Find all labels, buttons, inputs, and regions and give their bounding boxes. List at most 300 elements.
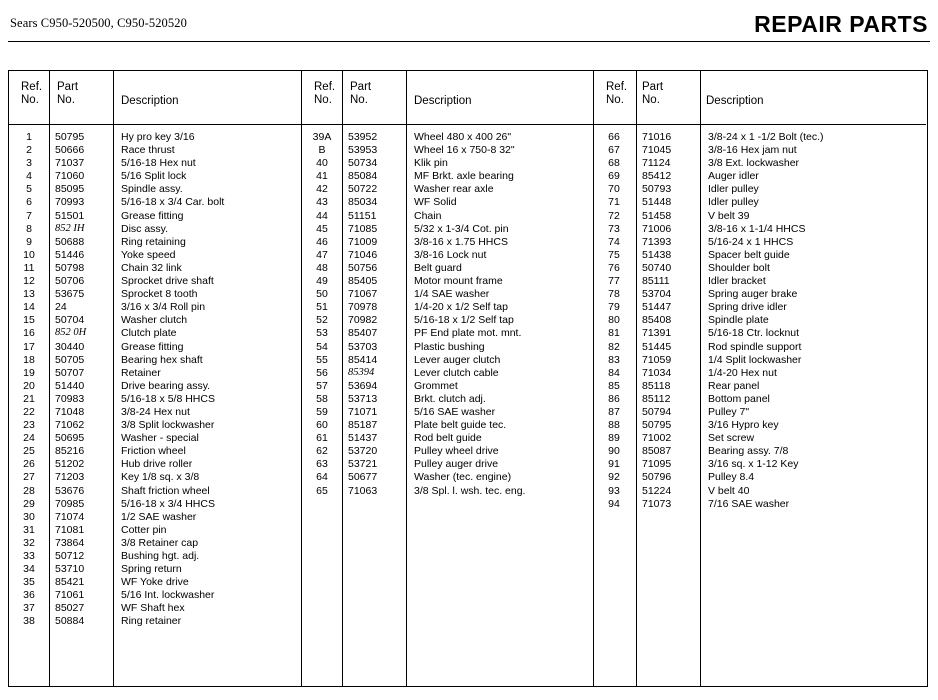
row-description: Rod belt guide	[414, 432, 482, 445]
row-description: Washer clutch	[121, 314, 188, 327]
table-row	[9, 406, 301, 419]
row-description: 3/8-16 Lock nut	[414, 248, 487, 261]
row-part-no: 71071	[348, 405, 378, 418]
row-part-no: 53694	[348, 379, 378, 392]
table-row	[594, 262, 926, 275]
row-part-no: 51151	[348, 209, 377, 222]
row-part-no: 85112	[642, 392, 671, 405]
row-ref-no: 30	[23, 510, 35, 523]
row-part-no: 85407	[348, 327, 378, 340]
row-description: Shaft friction wheel	[121, 484, 210, 497]
table-row	[302, 131, 593, 144]
row-part-no: 50707	[55, 366, 85, 379]
row-ref-no: 52	[316, 314, 328, 327]
table-row	[302, 249, 593, 262]
row-part-no: 53952	[348, 131, 378, 143]
row-description: Plate belt guide tec.	[414, 419, 507, 432]
table-row	[9, 550, 301, 563]
table-row	[302, 406, 593, 419]
row-part-no: 71060	[55, 170, 85, 183]
column-2-rows	[302, 125, 593, 686]
row-description: Friction wheel	[121, 445, 186, 458]
table-row	[594, 471, 926, 484]
table-row	[594, 131, 926, 144]
row-ref-no: 42	[316, 183, 328, 196]
table-row	[302, 445, 593, 458]
row-ref-no: 38	[23, 615, 35, 628]
row-description: 3/8-16 x 1-1/4 HHCS	[708, 222, 806, 235]
row-description: Rod spindle support	[708, 340, 802, 353]
row-description: 3/16 Hypro key	[708, 419, 779, 432]
row-part-no: 50793	[642, 183, 672, 196]
row-ref-no: 19	[23, 366, 35, 379]
row-part-no: 85095	[55, 183, 85, 196]
row-ref-no: 87	[608, 405, 620, 418]
table-row	[302, 341, 593, 354]
row-description: 1/2 SAE washer	[121, 510, 197, 523]
table-row	[594, 445, 926, 458]
row-ref-no: 3	[26, 157, 32, 170]
table-row	[9, 236, 301, 249]
table-row	[302, 458, 593, 471]
table-row	[302, 327, 593, 340]
table-row	[594, 288, 926, 301]
row-part-no: 85414	[348, 353, 378, 366]
row-part-no: 51224	[642, 484, 672, 497]
row-description: 5/16 SAE washer	[414, 405, 496, 418]
row-description: Clutch plate	[121, 327, 177, 340]
row-part-no: 85118	[642, 379, 671, 392]
table-row	[9, 275, 301, 288]
table-row	[594, 183, 926, 196]
table-row	[594, 458, 926, 471]
row-description: 1/4-20 x 1/2 Self tap	[414, 301, 508, 314]
table-row	[594, 144, 926, 157]
table-row	[9, 210, 301, 223]
row-ref-no: 79	[608, 301, 620, 314]
row-part-no: 51447	[642, 301, 672, 314]
row-description: 5/16-18 x 3/4 HHCS	[121, 497, 215, 510]
table-row	[9, 615, 301, 628]
row-description: 7/16 SAE washer	[708, 497, 790, 510]
row-ref-no: 82	[608, 340, 620, 353]
row-description: Bushing hgt. adj.	[121, 550, 200, 562]
row-description: 3/8-16 Hex jam nut	[708, 144, 797, 157]
row-description: Lever auger clutch	[414, 353, 501, 366]
row-description: Grease fitting	[121, 209, 184, 222]
table-row	[594, 157, 926, 170]
table-row	[594, 196, 926, 209]
row-description: Brkt. clutch adj.	[414, 392, 486, 405]
column-2-header-part: Part No.	[350, 81, 372, 106]
row-description: 3/8-24 x 1 -1/2 Bolt (tec.)	[708, 131, 824, 143]
row-description: Grease fitting	[121, 340, 184, 353]
row-description: Wheel 16 x 750-8 32"	[414, 144, 515, 157]
row-ref-no: 92	[608, 471, 620, 484]
table-row	[594, 419, 926, 432]
page-header	[8, 11, 930, 44]
row-description: 1/4 Split lockwasher	[708, 353, 802, 366]
row-description: Set screw	[708, 432, 755, 445]
row-ref-no: 21	[23, 392, 35, 405]
row-description: Key 1/8 sq. x 3/8	[121, 471, 200, 484]
row-part-no: 24	[55, 301, 67, 314]
row-description: Spindle assy.	[121, 183, 183, 196]
table-row	[302, 144, 593, 157]
row-ref-no: 89	[608, 432, 620, 445]
row-part-no: 73864	[55, 536, 85, 549]
table-row	[9, 183, 301, 196]
table-row	[594, 406, 926, 419]
row-description: Retainer	[121, 366, 161, 379]
row-ref-no: 49	[316, 275, 328, 288]
table-row	[9, 262, 301, 275]
table-row	[594, 367, 926, 380]
table-row	[9, 367, 301, 380]
row-ref-no: 10	[23, 248, 35, 261]
row-description: Idler pulley	[708, 196, 759, 209]
row-description: 3/16 x 3/4 Roll pin	[121, 301, 206, 314]
row-part-no: 51202	[55, 458, 85, 471]
row-ref-no: 15	[23, 314, 35, 327]
row-description: PF End plate mot. mnt.	[414, 327, 522, 340]
column-1-header-ref: Ref. No.	[21, 81, 43, 106]
table-row	[302, 367, 593, 380]
row-description: Chain	[414, 209, 442, 222]
row-part-no: 53721	[348, 458, 378, 471]
row-description: MF Brkt. axle bearing	[414, 170, 514, 183]
row-part-no: 30440	[55, 340, 85, 353]
table-row	[302, 236, 593, 249]
row-ref-no: 47	[316, 248, 328, 261]
row-part-no: 85027	[55, 602, 85, 615]
row-ref-no: 5	[26, 183, 32, 196]
row-part-no: 50688	[55, 235, 85, 248]
row-part-no: 85421	[55, 576, 85, 589]
row-part-no: 71393	[642, 235, 672, 248]
row-description: 5/16-18 x 5/8 HHCS	[121, 392, 215, 405]
row-description: 5/16-18 x 1/2 Self tap	[414, 314, 514, 327]
row-description: WF Solid	[414, 196, 457, 209]
row-part-no: 50756	[348, 261, 378, 274]
table-row	[9, 485, 301, 498]
table-row	[302, 314, 593, 327]
row-description: Plastic bushing	[414, 340, 485, 353]
table-row	[302, 393, 593, 406]
table-row	[9, 144, 301, 157]
row-description: Rear panel	[708, 379, 760, 392]
row-ref-no: 20	[23, 379, 35, 392]
table-row	[594, 380, 926, 393]
row-part-no: 70983	[55, 392, 85, 405]
row-part-no: 53710	[55, 563, 85, 576]
row-ref-no: 9	[26, 235, 32, 248]
table-row	[9, 157, 301, 170]
page-title: REPAIR PARTS	[754, 11, 928, 37]
row-ref-no: 16	[23, 327, 35, 340]
row-part-no: 51458	[642, 209, 672, 222]
table-row	[9, 288, 301, 301]
row-description: Pulley 7"	[708, 405, 750, 418]
row-description: 1/4 SAE washer	[414, 288, 490, 301]
table-row	[594, 327, 926, 340]
table-row	[594, 210, 926, 223]
row-ref-no: 90	[608, 445, 620, 458]
row-part-no: 53953	[348, 144, 378, 157]
table-row	[302, 262, 593, 275]
table-row	[594, 498, 926, 511]
row-ref-no: 12	[23, 275, 35, 288]
row-ref-no: 75	[608, 248, 620, 261]
column-3-header-description: Description	[706, 95, 764, 107]
row-description: Pulley auger drive	[414, 458, 499, 471]
row-part-no: 50706	[55, 275, 85, 288]
row-part-no: 51445	[642, 340, 672, 353]
row-part-no: 50677	[348, 471, 378, 484]
row-part-no: 85187	[348, 419, 378, 432]
row-part-no: 50666	[55, 144, 85, 157]
row-ref-no: 61	[316, 432, 328, 445]
row-part-no: 51438	[642, 248, 672, 261]
row-part-no: 71045	[642, 144, 672, 157]
row-ref-no: 34	[23, 563, 35, 576]
table-row	[9, 223, 301, 236]
row-description: Lever clutch cable	[414, 366, 499, 379]
row-part-no: 50740	[642, 261, 672, 274]
row-ref-no: 41	[316, 170, 328, 183]
row-ref-no: 93	[608, 484, 620, 497]
row-part-no: 71061	[55, 589, 85, 602]
row-part-no: 50884	[55, 615, 85, 628]
row-part-no: 71063	[348, 484, 378, 497]
row-ref-no: 25	[23, 445, 35, 458]
table-row	[302, 301, 593, 314]
row-part-no: 71062	[55, 419, 85, 432]
table-row	[9, 511, 301, 524]
row-part-no: 51446	[55, 248, 85, 261]
table-row	[302, 419, 593, 432]
column-2-header-description: Description	[414, 95, 472, 107]
row-ref-no: 26	[23, 458, 35, 471]
row-ref-no: 17	[23, 340, 35, 353]
row-ref-no: 54	[316, 340, 328, 353]
row-ref-no: 66	[608, 131, 620, 143]
row-ref-no: 36	[23, 589, 35, 602]
table-row	[9, 537, 301, 550]
table-row	[9, 314, 301, 327]
row-part-no: 70993	[55, 196, 85, 209]
row-ref-no: 59	[316, 405, 328, 418]
row-description: Cotter pin	[121, 523, 167, 536]
column-1-rows	[9, 125, 301, 686]
row-description: Hy pro key 3/16	[121, 131, 195, 143]
row-ref-no: 11	[23, 261, 35, 274]
row-description: Chain 32 link	[121, 261, 182, 274]
table-row	[302, 170, 593, 183]
row-part-no: 71391	[642, 327, 672, 340]
row-part-no: 53676	[55, 484, 85, 497]
table-row	[9, 602, 301, 615]
table-row	[302, 183, 593, 196]
row-part-no: 50795	[642, 419, 672, 432]
row-description: Wheel 480 x 400 26"	[414, 131, 512, 143]
row-description: Spring return	[121, 563, 182, 576]
row-ref-no: 40	[316, 157, 328, 170]
row-part-no: 53713	[348, 392, 378, 405]
row-description: 5/16-18 Hex nut	[121, 157, 196, 170]
table-row	[302, 485, 593, 498]
row-part-no: 71009	[348, 235, 378, 248]
row-ref-no: 22	[23, 405, 35, 418]
row-ref-no: 69	[608, 170, 620, 183]
row-description: Yoke speed	[121, 248, 176, 261]
row-ref-no: 27	[23, 471, 35, 484]
row-part-no: 50705	[55, 353, 85, 366]
table-row	[9, 327, 301, 340]
table-row	[594, 301, 926, 314]
row-description: Belt guard	[414, 261, 462, 274]
row-description: Ring retainer	[121, 615, 182, 628]
table-row	[9, 196, 301, 209]
row-ref-no: 78	[608, 288, 620, 301]
column-1-header-part: Part No.	[57, 81, 79, 106]
row-ref-no: 84	[608, 366, 620, 379]
row-description: Bottom panel	[708, 392, 770, 405]
row-part-no: 50695	[55, 432, 85, 445]
row-part-no: 53720	[348, 445, 378, 458]
header-divider	[8, 41, 930, 42]
row-description: Spring auger brake	[708, 288, 798, 301]
parts-column-2	[301, 71, 593, 686]
row-ref-no: 88	[608, 419, 620, 432]
row-description: 3/8 Split lockwasher	[121, 419, 215, 432]
table-row	[9, 458, 301, 471]
table-row	[594, 275, 926, 288]
row-ref-no: 80	[608, 314, 620, 327]
row-ref-no: 1	[26, 131, 32, 143]
row-part-no: 852 0H	[55, 327, 87, 339]
row-ref-no: 2	[26, 144, 32, 157]
row-description: Bearing assy. 7/8	[708, 445, 789, 458]
row-ref-no: 45	[316, 222, 328, 235]
row-description: Spring drive idler	[708, 301, 787, 314]
row-description: 3/8 Spl. l. wsh. tec. eng.	[414, 484, 526, 497]
row-description: Hub drive roller	[121, 458, 193, 471]
row-description: Idler bracket	[708, 275, 766, 288]
parts-table	[8, 70, 928, 687]
table-row	[302, 196, 593, 209]
row-ref-no: 91	[608, 458, 620, 471]
row-part-no: 71095	[642, 458, 672, 471]
row-ref-no: 48	[316, 261, 328, 274]
parts-column-1	[9, 71, 301, 686]
row-ref-no: 43	[316, 196, 328, 209]
row-description: Washer (tec. engine)	[414, 471, 512, 484]
table-row	[9, 170, 301, 183]
row-description: Shoulder bolt	[708, 261, 770, 274]
table-row	[9, 393, 301, 406]
row-part-no: 70985	[55, 497, 85, 510]
row-description: Auger idler	[708, 170, 759, 183]
row-part-no: 85087	[642, 445, 672, 458]
table-row	[9, 341, 301, 354]
table-row	[9, 498, 301, 511]
row-part-no: 70982	[348, 314, 378, 327]
row-ref-no: 51	[316, 301, 328, 314]
row-part-no: 50704	[55, 314, 85, 327]
row-part-no: 71124	[642, 157, 671, 170]
row-ref-no: 70	[608, 183, 620, 196]
row-ref-no: 58	[316, 392, 328, 405]
row-ref-no: 71	[608, 196, 620, 209]
table-row	[9, 131, 301, 144]
page-top-arc-mark	[446, 0, 476, 8]
row-ref-no: 81	[608, 327, 620, 340]
row-ref-no: 68	[608, 157, 620, 170]
table-row	[594, 249, 926, 262]
row-part-no: 71046	[348, 248, 378, 261]
row-part-no: 85405	[348, 275, 378, 288]
row-part-no: 71059	[642, 353, 672, 366]
row-description: WF Yoke drive	[121, 576, 189, 589]
row-ref-no: 62	[316, 445, 328, 458]
row-part-no: 85216	[55, 445, 85, 458]
table-row	[594, 393, 926, 406]
row-ref-no: 35	[23, 576, 35, 589]
column-3-header-part: Part No.	[642, 81, 664, 106]
row-description: Motor mount frame	[414, 275, 503, 288]
table-row	[302, 157, 593, 170]
row-ref-no: 33	[23, 550, 35, 562]
table-row	[9, 419, 301, 432]
row-description: 3/8-16 x 1.75 HHCS	[414, 235, 508, 248]
row-part-no: 85408	[642, 314, 672, 327]
row-part-no: 852 IH	[55, 222, 85, 234]
row-ref-no: 4	[26, 170, 32, 183]
row-description: Grommet	[414, 379, 458, 392]
row-ref-no: 50	[316, 288, 328, 301]
row-part-no: 50712	[55, 550, 85, 562]
row-description: Bearing hex shaft	[121, 353, 203, 366]
row-part-no: 71073	[642, 497, 672, 510]
table-row	[594, 314, 926, 327]
row-description: 5/16 Split lock	[121, 170, 187, 183]
table-row	[9, 589, 301, 602]
row-part-no: 50794	[642, 405, 672, 418]
row-ref-no: 14	[23, 301, 35, 314]
table-row	[302, 275, 593, 288]
parts-column-3	[593, 71, 926, 686]
row-ref-no: 57	[316, 379, 328, 392]
column-2-header	[302, 71, 593, 125]
row-description: Pulley wheel drive	[414, 445, 499, 458]
row-part-no: 51448	[642, 196, 672, 209]
table-row	[302, 210, 593, 223]
row-description: 3/8-24 Hex nut	[121, 405, 190, 418]
row-ref-no: 37	[23, 602, 35, 615]
table-row	[9, 301, 301, 314]
column-2-header-ref: Ref. No.	[314, 81, 336, 106]
row-ref-no: 8	[26, 222, 32, 235]
row-part-no: 53704	[642, 288, 672, 301]
row-part-no: 51440	[55, 379, 85, 392]
row-ref-no: 46	[316, 235, 328, 248]
row-ref-no: 32	[23, 536, 35, 549]
row-ref-no: 83	[608, 353, 620, 366]
row-ref-no: 77	[608, 275, 620, 288]
row-description: V belt 39	[708, 209, 750, 222]
row-description: 5/16-18 Ctr. locknut	[708, 327, 800, 340]
